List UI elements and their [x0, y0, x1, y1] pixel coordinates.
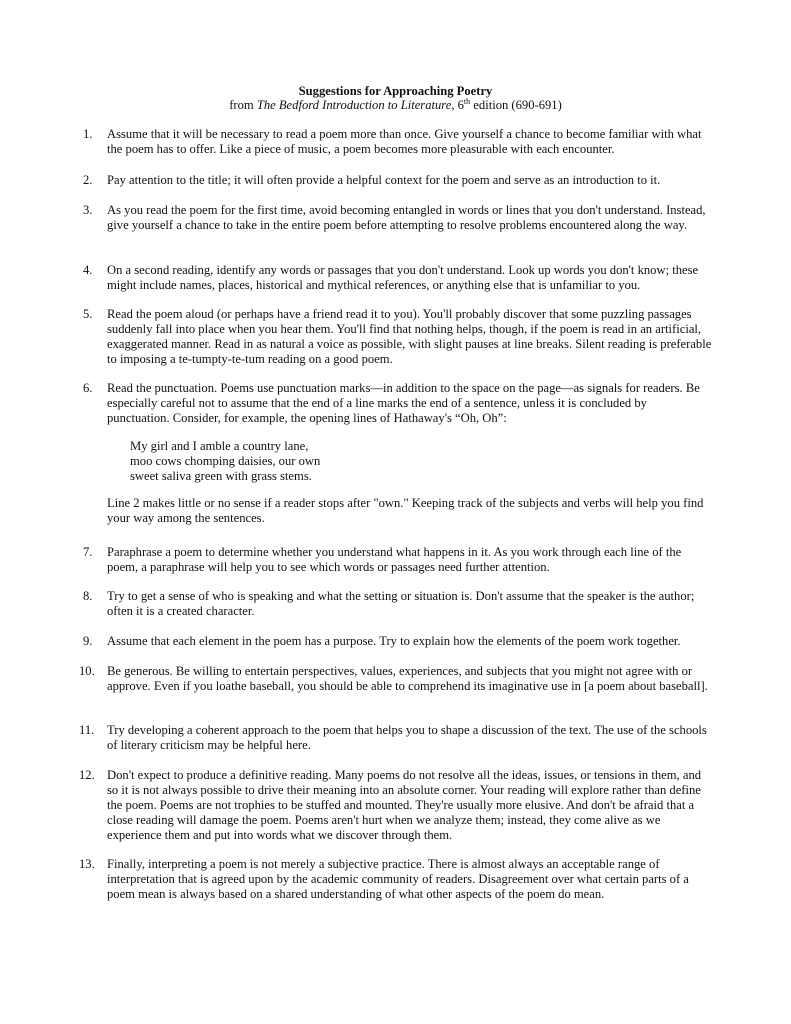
item-number: 9. — [83, 634, 93, 648]
item-number: 13. — [79, 857, 95, 871]
item-followup-text: Line 2 makes little or no sense if a reader stops after "own." Keeping track of the subjects and verbs will help you find your way among the sentences. — [107, 496, 704, 525]
item-number: 7. — [83, 545, 93, 559]
item-text: Try to get a sense of who is speaking and what the setting or situation is. Don't assume that the speaker is the author; often it is a created character. — [107, 589, 695, 618]
item-text: Paraphrase a poem to determine whether you understand what happens in it. As you work through each line of the poem, a paraphrase will help you to see which words or passages need further attention. — [107, 545, 682, 574]
poem-line: sweet saliva green with grass stems. — [130, 469, 312, 483]
page-subtitle — [0, 98, 791, 113]
item-text: On a second reading, identify any words or passages that you don't understand. Look up words you don't know; these might include names, places, historical and mythical references, or anything else that is unfamiliar to you. — [107, 263, 699, 292]
subtitle-prefix: from — [229, 98, 257, 112]
edition-suffix: edition (690-691) — [470, 98, 562, 112]
item-number: 4. — [83, 263, 93, 277]
poem-excerpt — [130, 439, 712, 484]
item-number: 1. — [83, 127, 93, 141]
item-number: 3. — [83, 203, 93, 217]
item-text: Be generous. Be willing to entertain perspectives, values, experiences, and subjects that you might not agree with or approve. Even if you loathe baseball, you should be able to comprehend its imaginative use in [a poem about baseball]. — [107, 664, 708, 693]
edition-number: , 6 — [451, 98, 464, 112]
item-number: 12. — [79, 768, 95, 782]
item-number: 6. — [83, 381, 93, 395]
item-text: Pay attention to the title; it will often provide a helpful context for the poem and serve as an introduction to it. — [107, 173, 661, 187]
edition-superscript: th — [463, 97, 471, 106]
item-text: As you read the poem for the first time, avoid becoming entangled in words or lines that you don't understand. Instead, give yourself a chance to take in the entire poem before attempting to resolve problems encountered along the way. — [107, 203, 706, 232]
poem-line: moo cows chomping daisies, our own — [130, 454, 321, 468]
item-text: Assume that each element in the poem has a purpose. Try to explain how the elements of the poem work together. — [107, 634, 681, 648]
item-text: Finally, interpreting a poem is not merely a subjective practice. There is almost always an acceptable range of interpretation that is agreed upon by the academic community of readers. Disagreement over what certain parts of a poem mean is always based on a shared understanding of what other aspects of the poem do mean. — [107, 857, 689, 901]
poem-line: My girl and I amble a country lane, — [130, 439, 309, 453]
item-number: 11. — [79, 723, 95, 737]
item-text: Try developing a coherent approach to the poem that helps you to shape a discussion of the text. The use of the schools of literary criticism may be helpful here. — [107, 723, 707, 752]
item-text: Assume that it will be necessary to read a poem more than once. Give yourself a chance to become familiar with what the poem has to offer. Like a piece of music, a poem becomes more pleasurable with each encounter. — [107, 127, 702, 156]
item-number: 10. — [79, 664, 95, 678]
item-number: 5. — [83, 307, 93, 321]
item-text: Read the poem aloud (or perhaps have a friend read it to you). You'll probably discover that some puzzling passages suddenly fall into place when you hear them. You'll find that nothing helps, though, if the poem is read in an artificial, exaggerated manner. Read in as natural a voice as possible, with slight pauses at line breaks. Silent reading is preferable to imposing a te-tumpty-te-tum reading on a good poem. — [107, 307, 712, 366]
item-text: Don't expect to produce a definitive reading. Many poems do not resolve all the ideas, issues, or tensions in them, and so it is not always possible to drive their meaning into an absolute corner. Your reading will explore rather than define the poem. Poems are not trophies to be stuffed and mounted. They're usually more elusive. And don't be afraid that a close reading will damage the poem. Poems aren't hurt when we analyze them; instead, they come alive as we experience them and put into words what we discover through them. — [107, 768, 702, 842]
book-title: The Bedford Introduction to Literature — [256, 98, 452, 112]
item-text: Read the punctuation. Poems use punctuation marks—in addition to the space on the page—as signals for readers. Be especially careful not to assume that the end of a line marks the end of a sentence, unless it is concluded by punctuation. Consider, for example, the opening lines of Hathaway's “Oh, Oh”: — [107, 381, 700, 425]
item-number: 8. — [83, 589, 93, 603]
item-number: 2. — [83, 173, 93, 187]
page-title: Suggestions for Approaching Poetry — [298, 84, 493, 98]
